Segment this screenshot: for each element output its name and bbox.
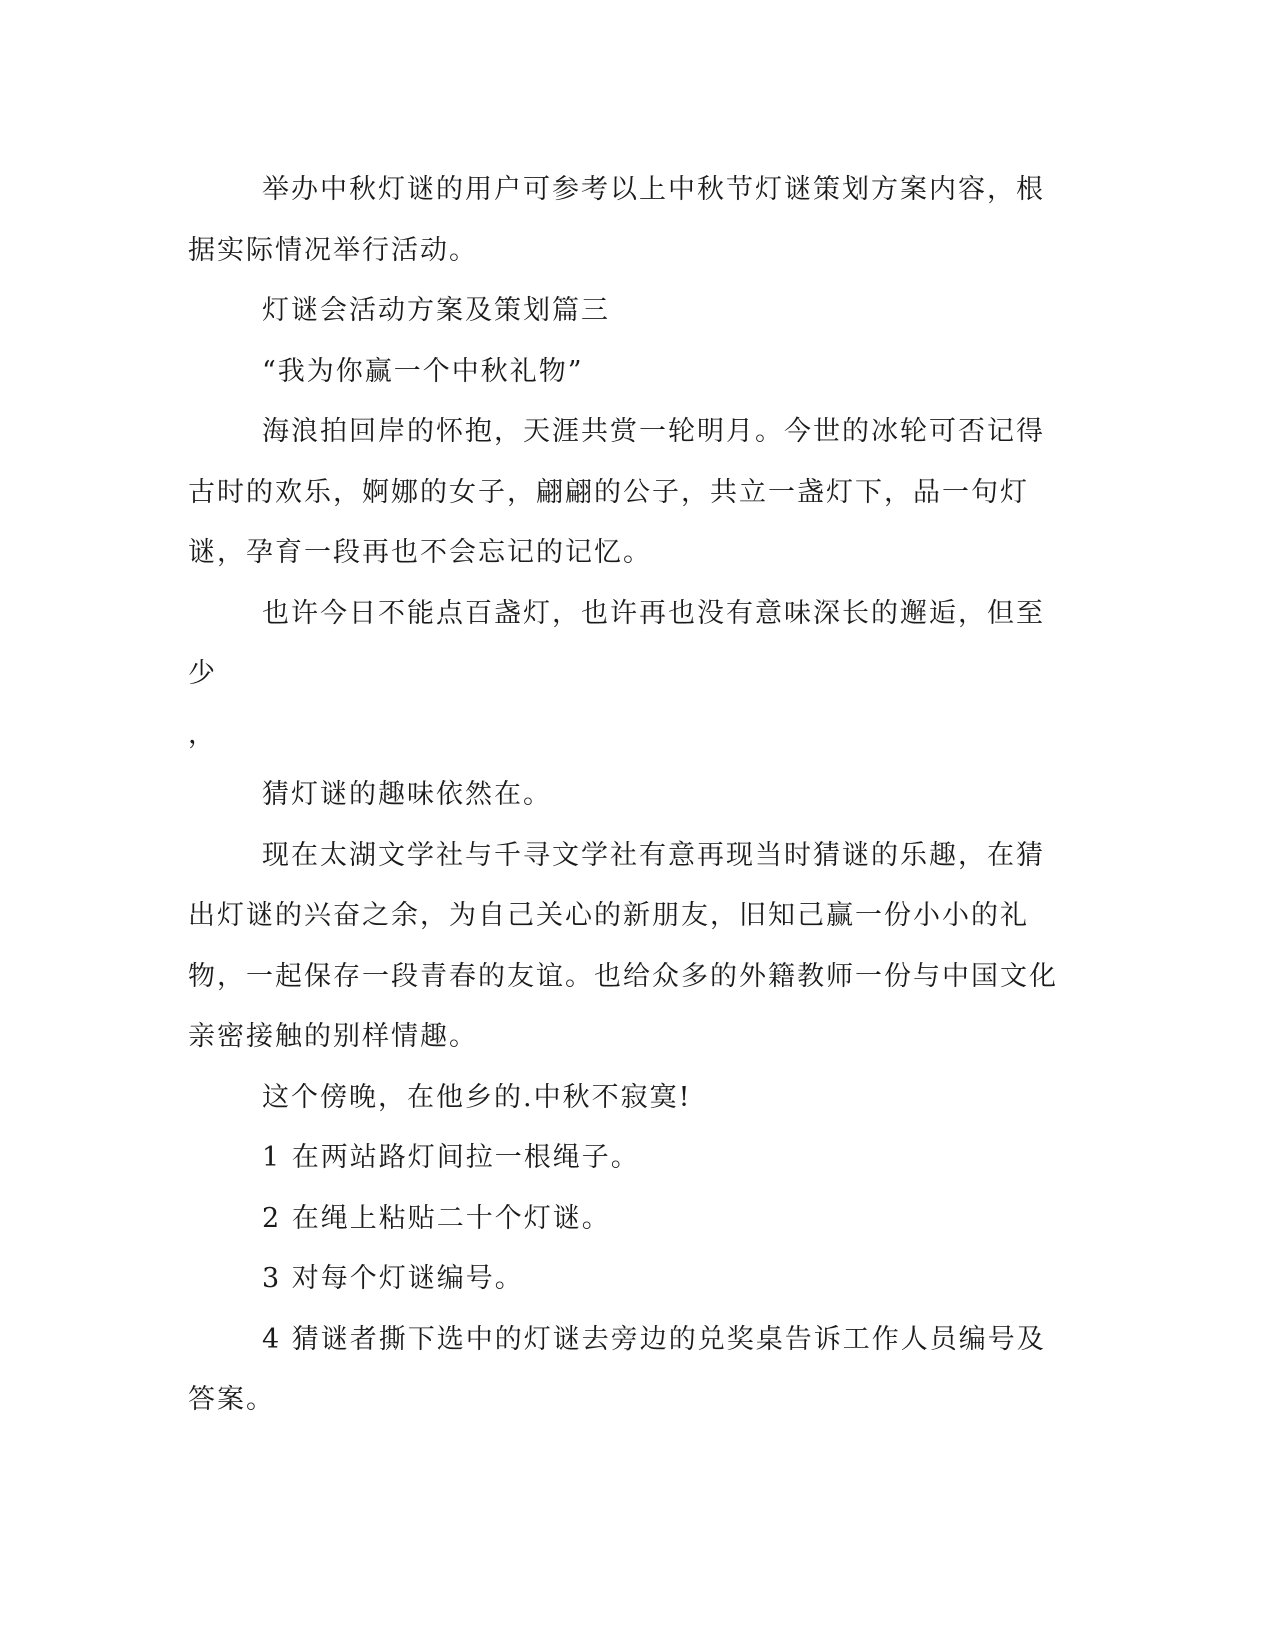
document-body [188, 160, 1068, 1431]
list-item-2: 2 在绳上粘贴二十个灯谜。 [262, 1202, 611, 1234]
section-subtitle: “我为你赢一个中秋礼物” [262, 355, 584, 387]
list-item-1: 1 在两站路灯间拉一根绳子。 [262, 1142, 640, 1173]
stray-comma: ， [188, 718, 217, 750]
list-item-4: 4 猜谜者撕下选中的灯谜去旁边的兑奖桌告诉工作人员编号及答案。 [188, 1323, 1046, 1415]
paragraph-1: 举办中秋灯谜的用户可参考以上中秋节灯谜策划方案内容，根据实际情况举行活动。 [188, 174, 1045, 266]
paragraph-5: 现在太湖文学社与千寻文学社有意再现当时猜谜的乐趣，在猜出灯谜的兴奋之余，为自己关心的新朋友，旧知己赢一份小小的礼物，一起保存一段青春的友谊。也给众多的外籍教师一份与中国文化亲密接触的别样情趣。 [188, 839, 1058, 1052]
paragraph-2: 海浪拍回岸的怀抱，天涯共赏一轮明月。今世的冰轮可否记得古时的欢乐，婀娜的女子，翩翩的公子，共立一盏灯下，品一句灯谜，孕育一段再也不会忘记的记忆。 [188, 416, 1045, 568]
section-heading: 灯谜会活动方案及策划篇三 [262, 295, 610, 326]
paragraph-4: 猜灯谜的趣味依然在。 [262, 779, 552, 810]
list-item-3: 3 对每个灯谜编号。 [262, 1263, 524, 1294]
paragraph-3: 也许今日不能点百盏灯，也许再也没有意味深长的邂逅，但至少 [188, 597, 1045, 689]
paragraph-6: 这个傍晚，在他乡的.中秋不寂寞! [262, 1081, 692, 1113]
